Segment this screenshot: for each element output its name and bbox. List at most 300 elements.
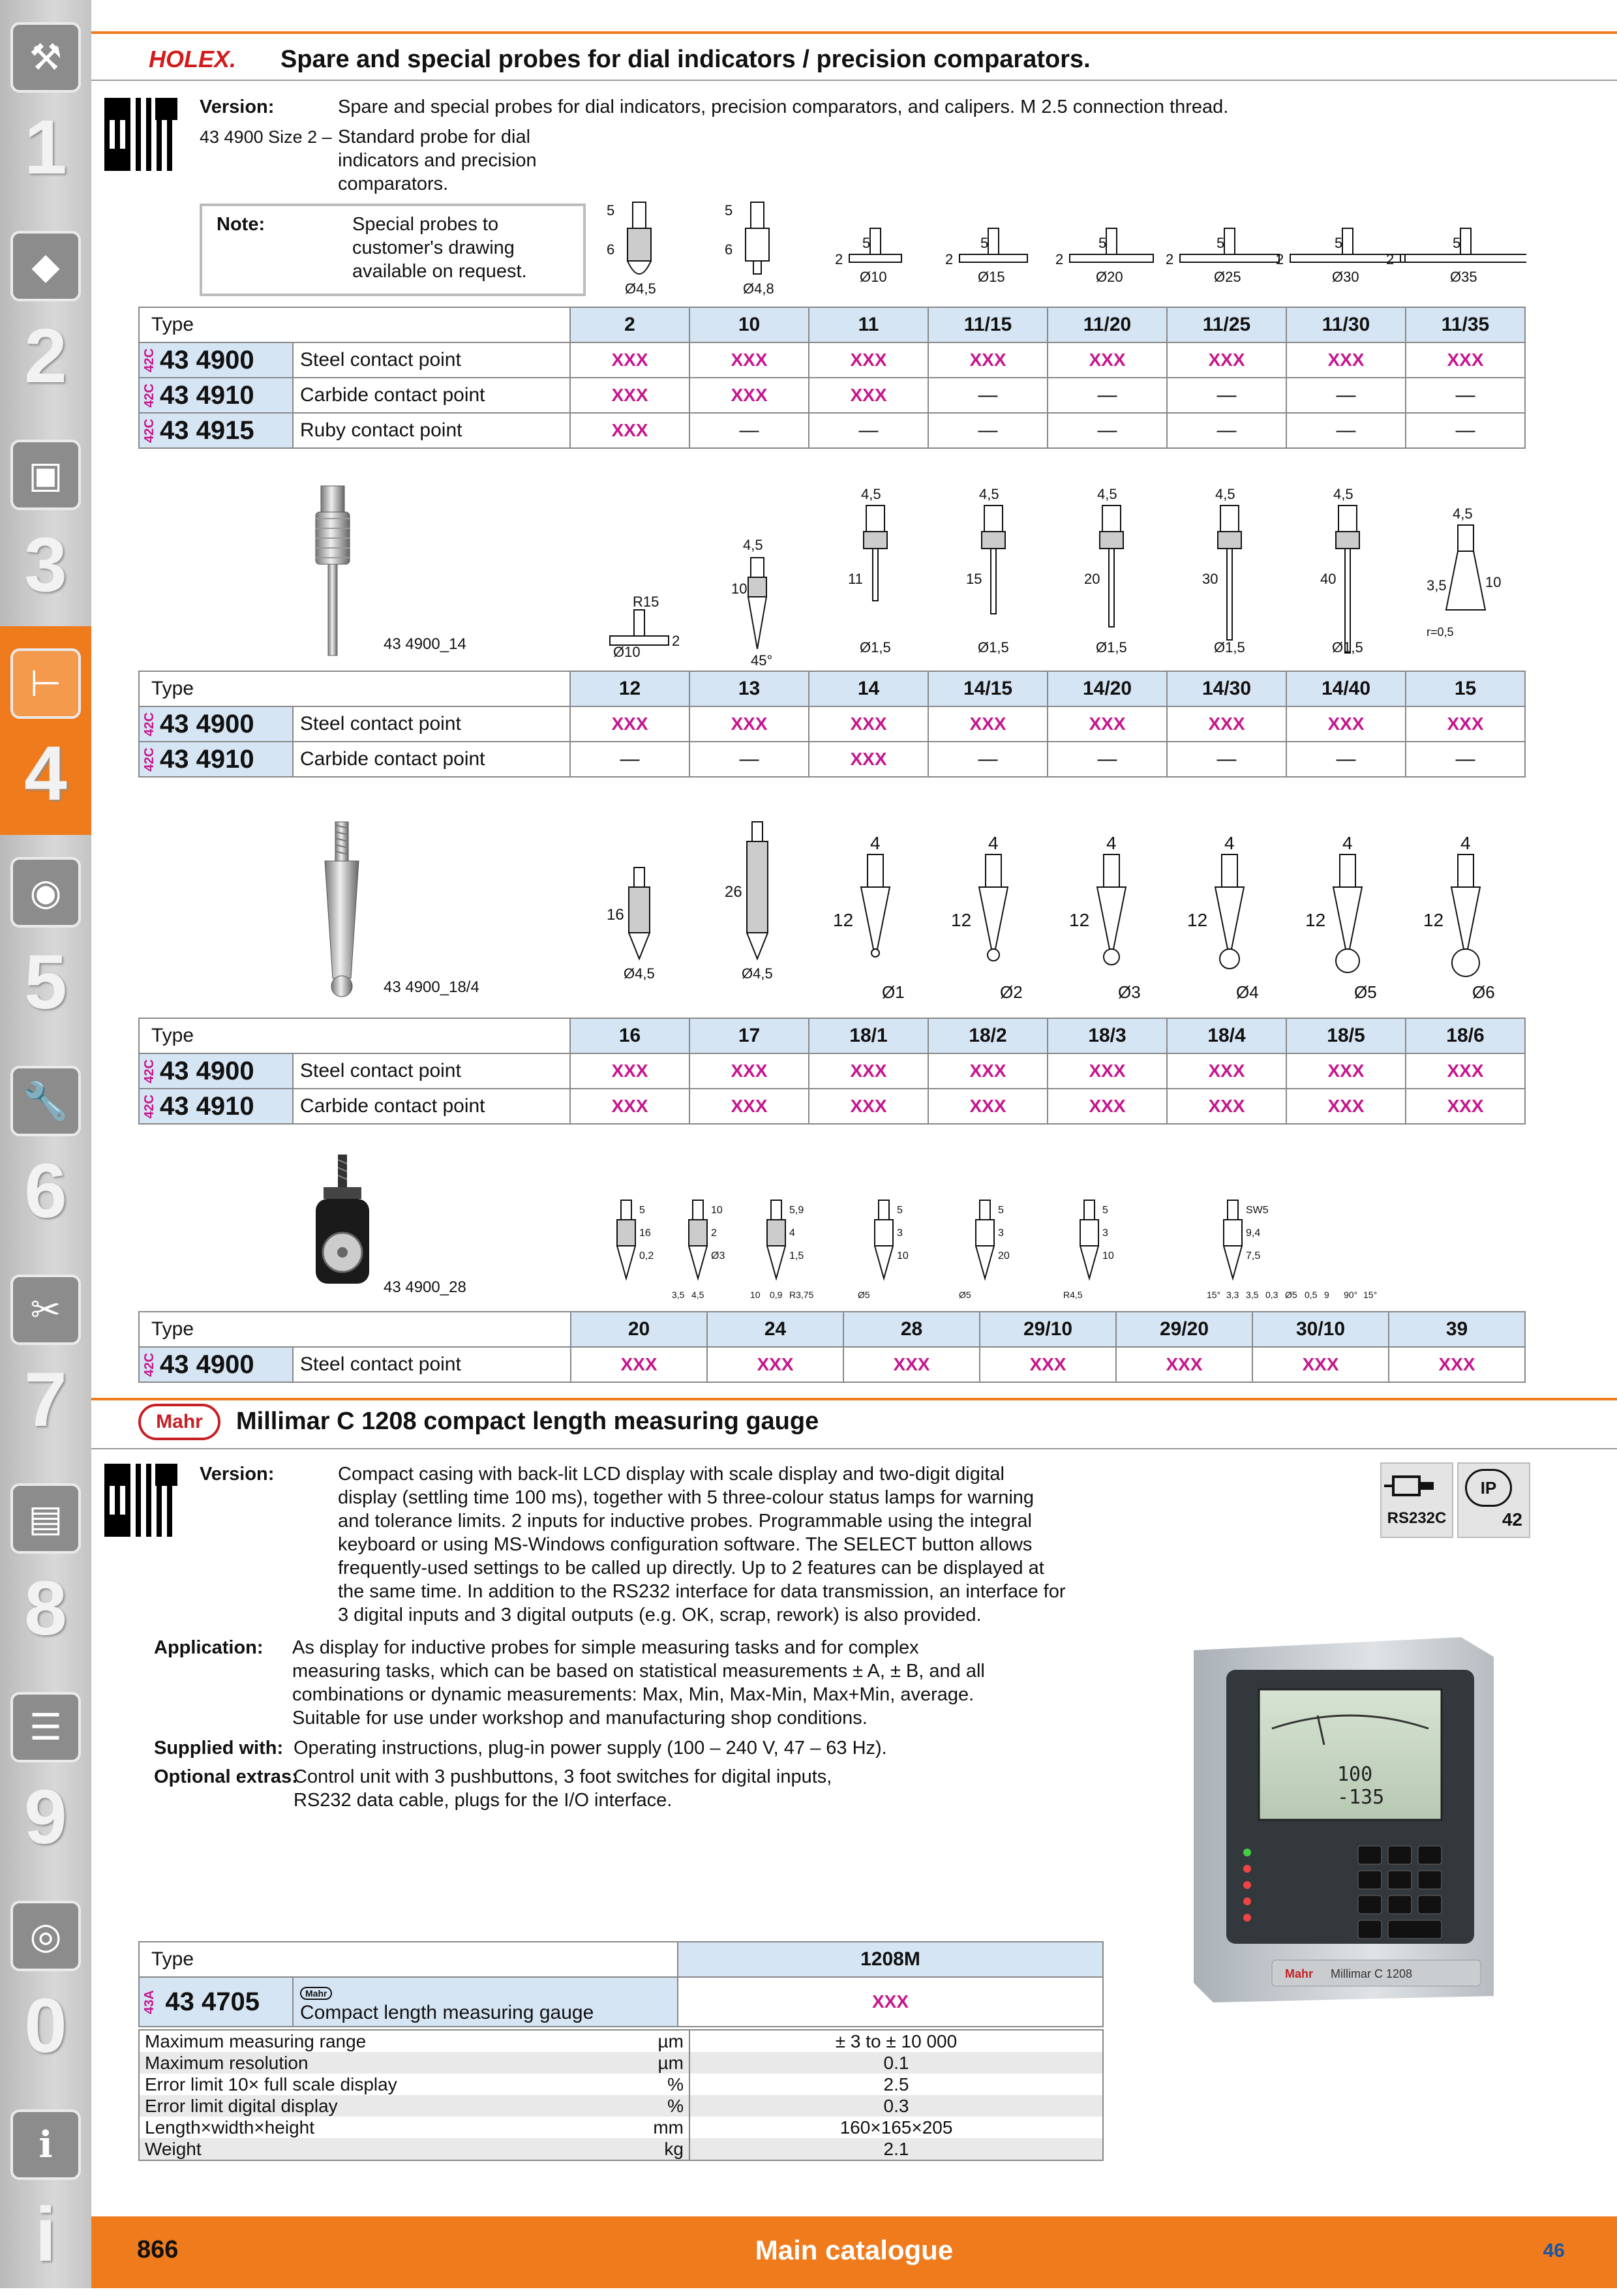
availability-value: XXX <box>1327 1061 1365 1081</box>
availability-cell <box>689 342 809 378</box>
width-label: 4,5 <box>1453 506 1473 522</box>
spec-value: ± 3 to ± 10 000 <box>689 2030 1103 2052</box>
availability-cell <box>928 706 1048 742</box>
probe-drawing-18/4 <box>1215 854 1244 969</box>
group-code: 42C <box>142 712 157 736</box>
availability-value: — <box>1336 384 1356 406</box>
availability-value: — <box>858 419 879 441</box>
availability-cell <box>1167 706 1286 742</box>
availability-value: — <box>1336 748 1356 770</box>
availability-cell <box>1048 706 1167 742</box>
cabinet-icon: ☰ <box>10 1692 81 1762</box>
diameter-label: Ø4,8 <box>743 280 774 297</box>
diameter-label: Ø25 <box>1214 269 1241 285</box>
type-column-header: 18/6 <box>1406 1018 1525 1053</box>
chapter-number: 4 <box>24 731 67 817</box>
dimension-label: 15° <box>1363 1290 1378 1300</box>
article-description: Steel contact point <box>293 1347 571 1382</box>
supplied-label: Supplied with: <box>154 1738 284 1759</box>
dimension-label: 3,5 <box>1246 1290 1259 1300</box>
table-row <box>139 706 1525 742</box>
availability-value: — <box>1455 748 1475 770</box>
probe-drawing-18/3 <box>1097 854 1126 965</box>
spec-label: Error limit 10× full scale display <box>145 2074 397 2094</box>
availability-value: XXX <box>1447 350 1484 370</box>
group-code: 43A <box>142 1989 157 2014</box>
dimension-label: 20 <box>998 1250 1010 1261</box>
probe-drawing-20 <box>617 1200 635 1278</box>
probe-drawing-11 <box>849 228 901 262</box>
version-label-2: Version: <box>200 1464 275 1485</box>
diameter-label: Ø10 <box>860 269 887 285</box>
group-code: 42C <box>142 418 157 443</box>
type-header-label: Type <box>139 307 570 342</box>
mahr-mini-logo: Mahr <box>300 1987 332 2000</box>
dimension-label: 10 <box>1102 1250 1114 1261</box>
availability-cell <box>843 1347 980 1382</box>
type-column-header: 11/30 <box>1286 307 1406 342</box>
availability-value: XXX <box>1029 1354 1066 1374</box>
header-rule <box>91 31 1617 34</box>
height-label: 5 <box>980 235 989 251</box>
availability-cell <box>809 1089 928 1124</box>
dimension-label: 5 <box>897 1205 903 1216</box>
height-label: 6 <box>607 241 615 258</box>
group-code: 42C <box>142 383 157 408</box>
section-rule <box>91 1398 1617 1400</box>
size-text-1: Standard probe for dial <box>338 127 531 147</box>
chapter-number: 3 <box>24 522 67 608</box>
dimension-label: 3 <box>897 1228 903 1239</box>
availability-cell <box>689 1089 809 1124</box>
chapter-number: 7 <box>24 1357 67 1443</box>
availability-cell <box>1406 342 1525 378</box>
availability-value: XXX <box>1327 350 1365 370</box>
availability-value: — <box>1455 419 1475 441</box>
probe-drawing-2 <box>627 202 651 274</box>
dimension-label: 0,5 <box>1305 1290 1318 1300</box>
availability-value: XXX <box>757 1354 794 1374</box>
table-row <box>139 1053 1525 1089</box>
article-cell <box>139 706 293 742</box>
probe-drawing-16 <box>629 868 650 959</box>
table-row <box>139 413 1525 448</box>
probe-drawing-13 <box>748 558 766 649</box>
type-column-header: 30/10 <box>1252 1312 1389 1347</box>
type-header-label: Type <box>139 1312 571 1347</box>
article-number: 43 4705 <box>165 1987 260 2016</box>
spec-row <box>139 2138 1103 2160</box>
availability-cell <box>809 378 928 413</box>
size-text-3: comparators. <box>338 174 449 194</box>
length-label: 12 <box>1187 910 1208 930</box>
availability-value: — <box>1217 748 1237 770</box>
height-label: 6 <box>725 241 733 258</box>
dimension-label: 2 <box>711 1228 717 1239</box>
footer-right-number: 46 <box>1543 2240 1565 2261</box>
type-column-header: 24 <box>707 1312 843 1347</box>
height-label: 5 <box>1098 235 1107 251</box>
width-label: 4 <box>1224 833 1235 853</box>
height-label: 2 <box>945 251 954 267</box>
availability-value: XXX <box>969 1096 1006 1116</box>
type-column-header: 11/20 <box>1048 307 1167 342</box>
diameter-label: Ø1,5 <box>978 639 1009 656</box>
dimension-label: 3 <box>1102 1228 1108 1239</box>
availability-cell <box>570 1089 689 1124</box>
width-label: 4,5 <box>979 486 999 502</box>
article-cell <box>139 413 293 448</box>
type-header-label: Type <box>139 1018 570 1053</box>
dimension-label: 15° <box>1207 1290 1221 1300</box>
clamp-icon: ▣ <box>10 440 81 510</box>
availability-cell <box>689 1053 809 1089</box>
height-label: 5 <box>1217 235 1225 251</box>
article-number: 43 4910 <box>160 744 254 774</box>
availability-cell <box>1048 1089 1167 1124</box>
height-label: 2 <box>1166 251 1174 267</box>
radius-label: r=0,5 <box>1427 626 1454 639</box>
width-label: 4 <box>988 833 999 853</box>
width-label: 4 <box>1106 833 1117 853</box>
availability-cell <box>928 742 1048 777</box>
type-column-header: 18/5 <box>1286 1018 1406 1053</box>
diameter-label: Ø10 <box>613 644 641 660</box>
group-code: 42C <box>142 747 157 772</box>
desc-cell <box>293 1977 678 2027</box>
application-label: Application: <box>154 1637 264 1658</box>
availability-value: — <box>739 748 759 770</box>
availability-cell <box>1406 706 1525 742</box>
probe-drawing-18/2 <box>979 854 1008 961</box>
width-label: 4,5 <box>861 486 881 502</box>
application-line: measuring tasks, which can be based on statistical measurements ± A, ± B, and all <box>292 1661 985 1682</box>
article-cell <box>139 342 293 378</box>
type-column-header: 14/20 <box>1048 671 1167 706</box>
spec-row <box>139 2030 1103 2052</box>
application-line: As display for inductive probes for simple measuring tasks and for complex <box>292 1637 919 1658</box>
availability-value: — <box>739 419 759 441</box>
width-label: 4,5 <box>1333 486 1353 502</box>
availability-value: XXX <box>1208 714 1245 734</box>
note-text-1: Special probes to <box>352 214 499 235</box>
diameter-label: Ø30 <box>1332 269 1359 285</box>
type-column-header: 28 <box>843 1312 980 1347</box>
availability-value: XXX <box>611 385 648 405</box>
spec-row <box>139 2117 1103 2138</box>
probe-drawing-14/30 <box>1218 506 1241 640</box>
diameter-label: Ø6 <box>1472 982 1495 1002</box>
chapter-tab-3[interactable] <box>0 417 91 626</box>
width-label: 4,5 <box>1097 486 1117 502</box>
dimension-label: 10 <box>711 1205 723 1216</box>
availability-cell <box>1389 1347 1525 1382</box>
table-row <box>139 1347 1525 1382</box>
product-description: Compact length measuring gauge <box>300 2002 594 2023</box>
footer-catalogue-title: Main catalogue <box>755 2235 954 2265</box>
dimension-label: 10 <box>750 1290 761 1300</box>
article-number: 43 4900 <box>160 1056 254 1085</box>
length-label: 40 <box>1320 571 1337 587</box>
chapter-tab-0[interactable] <box>0 1879 91 2087</box>
spec-value: 2.5 <box>689 2074 1103 2095</box>
diameter-label: Ø5 <box>1354 982 1377 1002</box>
chapter-tab-7[interactable] <box>0 1252 91 1461</box>
holex-logo: HOLEX. <box>149 46 237 72</box>
device-name-label: Millimar C 1208 <box>1331 1967 1413 1980</box>
availability-cell <box>1406 742 1525 777</box>
availability-value: — <box>1336 419 1356 441</box>
type-header-label: Type <box>139 671 570 706</box>
dimension-label: 9,4 <box>1246 1228 1261 1239</box>
type-column-header: 16 <box>570 1018 689 1053</box>
probe-drawing-39 <box>1224 1200 1242 1278</box>
article-number: 43 4900 <box>160 1350 254 1379</box>
spec-unit: % <box>620 2095 689 2117</box>
qr-code-icon <box>104 98 177 171</box>
rs232-label: RS232C <box>1387 1509 1447 1527</box>
availability-value: XXX <box>1089 1096 1126 1116</box>
type-column-header: 20 <box>571 1312 707 1347</box>
availability-value: — <box>620 748 640 770</box>
angle-label: 45° <box>751 652 773 669</box>
table-row <box>139 742 1525 777</box>
diameter-label: Ø1,5 <box>1332 639 1363 656</box>
probe-drawing-28 <box>767 1200 785 1278</box>
length-label: 12 <box>1305 910 1326 930</box>
chapter-tab-4[interactable] <box>0 626 91 835</box>
probe-drawing-12 <box>610 610 669 645</box>
note-label: Note: <box>217 214 265 235</box>
height-label: 5 <box>607 202 615 219</box>
probe-table-4 <box>138 1311 1526 1383</box>
availability-value: XXX <box>611 1096 648 1116</box>
dimension-label: 16 <box>639 1228 651 1239</box>
availability-cell <box>1167 1053 1286 1089</box>
version-line: display (settling time 100 ms), together with 5 three-colour status lamps for warning <box>338 1487 1035 1508</box>
dimension-label: Ø3 <box>711 1250 725 1261</box>
diameter-label: Ø1 <box>882 982 905 1002</box>
type-column-header: 2 <box>570 307 689 342</box>
type-header-label: Type <box>139 1942 678 1977</box>
probe-drawings-row-4 <box>581 1168 1526 1308</box>
width-label: 4,5 <box>1215 486 1235 502</box>
radius-label: R15 <box>633 594 659 610</box>
availability-value: XXX <box>850 1096 887 1116</box>
wrench-icon: 🔧 <box>10 1066 81 1136</box>
article-number: 43 4910 <box>160 1091 254 1121</box>
availability-cell <box>809 342 928 378</box>
availability-cell <box>1116 1347 1252 1382</box>
version-line: keyboard or using MS-Windows configuration software. The SELECT button allows <box>338 1534 1033 1555</box>
spec-label: Weight <box>139 2138 620 2160</box>
pliers-icon: ✂ <box>10 1275 81 1345</box>
application-line: combinations or dynamic measurements: Max, Min, Max-Min, Max+Min, average. <box>292 1684 975 1705</box>
article-description: Carbide contact point <box>293 1089 570 1124</box>
type-column-header: 18/1 <box>809 1018 928 1053</box>
spec-row <box>139 2095 1103 2117</box>
height-label: 2 <box>1386 251 1395 267</box>
chapter-number: 9 <box>24 1774 67 1860</box>
spec-value: 0.1 <box>689 2052 1103 2074</box>
availability-value: — <box>1217 384 1237 406</box>
availability-cell <box>689 742 809 777</box>
availability-value: XXX <box>731 385 768 405</box>
probe-table-1 <box>138 307 1526 449</box>
width-label: 4 <box>1460 833 1471 853</box>
availability-cell <box>1167 1089 1286 1124</box>
chapter-tab-1[interactable] <box>0 0 91 209</box>
group-code: 42C <box>142 1352 157 1377</box>
type-column-header: 29/20 <box>1116 1312 1252 1347</box>
availability-cell <box>1406 1053 1525 1089</box>
availability-value: — <box>1097 384 1117 406</box>
article-description: Ruby contact point <box>293 413 570 448</box>
availability-value: XXX <box>1447 1061 1484 1081</box>
article-cell-434705 <box>139 1977 293 2027</box>
type-1208m: 1208M <box>678 1942 1103 1977</box>
availability-value: — <box>978 748 998 770</box>
spec-label: Maximum measuring range <box>145 2031 367 2051</box>
optional-text-1: Control unit with 3 pushbuttons, 3 foot switches for digital inputs, <box>294 1766 832 1787</box>
dimension-label: 4,5 <box>691 1290 704 1300</box>
availability-value: XXX <box>1447 714 1484 734</box>
availability-value: XXX <box>1166 1354 1203 1374</box>
probe-drawing-14/40 <box>1336 506 1359 653</box>
availability-cell <box>1286 742 1406 777</box>
chapter-tab-6[interactable] <box>0 1044 91 1252</box>
availability-value: XXX <box>731 714 768 734</box>
group-code: 42C <box>142 348 157 372</box>
height-label: 5 <box>725 202 733 219</box>
probe-drawing-11/35 <box>1400 228 1526 262</box>
availability-value: — <box>1217 419 1237 441</box>
availability-cell <box>1406 378 1525 413</box>
type-column-header: 11/15 <box>928 307 1048 342</box>
height-label: 2 <box>1276 251 1284 267</box>
type-column-header: 11/25 <box>1167 307 1286 342</box>
chapter-tab-i[interactable] <box>0 2087 91 2296</box>
article-description: Carbide contact point <box>293 378 570 413</box>
chapter-number: 8 <box>24 1565 67 1652</box>
availability-cell <box>1048 1053 1167 1089</box>
availability-cell <box>1167 742 1286 777</box>
spec-row <box>139 2074 1103 2095</box>
availability-cell <box>570 378 689 413</box>
diameter-label: Ø1,5 <box>1214 639 1245 656</box>
availability-cell <box>689 706 809 742</box>
availability-cell <box>980 1347 1116 1382</box>
height-label: 2 <box>835 251 843 267</box>
spec-value: 0.3 <box>689 2095 1103 2117</box>
length-label: 12 <box>1069 910 1090 930</box>
section-title-millimar: Millimar C 1208 compact length measuring gauge <box>236 1408 819 1435</box>
article-description: Carbide contact point <box>293 742 570 777</box>
availability-value: XXX <box>1327 714 1365 734</box>
dimension-label: 5,9 <box>789 1205 804 1216</box>
table-row <box>139 342 1525 378</box>
availability-cell <box>928 1053 1048 1089</box>
availability-value: — <box>978 384 998 406</box>
probe-drawings-row-3 <box>581 809 1526 1018</box>
dimension-label: 3 <box>998 1228 1004 1239</box>
chapter-tab-2[interactable] <box>0 209 91 417</box>
article-cell <box>139 1089 293 1124</box>
group-code: 42C <box>142 1094 157 1119</box>
availability-value: XXX <box>850 1061 887 1081</box>
type-column-header: 17 <box>689 1018 809 1053</box>
note-box <box>200 204 586 296</box>
dimension-label: Ø5 <box>959 1290 971 1300</box>
version-description <box>338 1462 1153 1627</box>
spec-unit: % <box>667 2074 684 2094</box>
footer-bar <box>91 2216 1617 2288</box>
millimar-order-table <box>138 1941 1104 2027</box>
diameter-label: Ø15 <box>978 269 1005 285</box>
probe-drawing-14/20 <box>1100 506 1123 627</box>
probe-drawing-11/20 <box>1070 228 1153 262</box>
availability-value: XXX <box>731 350 768 370</box>
diameter-label: Ø4 <box>1236 982 1259 1002</box>
version-text: Spare and special probes for dial indicators, precision comparators, and calipers. M 2.5 connection thread. <box>338 97 1229 117</box>
type-column-header: 13 <box>689 671 809 706</box>
availability-cell <box>570 706 689 742</box>
ip-badge <box>1457 1462 1530 1538</box>
info-icon: ℹ <box>10 2109 81 2180</box>
version-label: Version: <box>200 97 275 117</box>
availability-cell <box>1286 706 1406 742</box>
diameter-label: Ø35 <box>1450 269 1477 285</box>
dimension-label: 10 <box>897 1250 909 1261</box>
probe-drawing-18/1 <box>861 854 890 957</box>
availability-value: XXX <box>969 1061 1006 1081</box>
device-lcd-value-1: 100 <box>1337 1763 1373 1786</box>
type-column-header: 29/10 <box>980 1312 1116 1347</box>
availability-cell <box>689 413 809 448</box>
dimension-label: 7,5 <box>1246 1250 1261 1261</box>
height-label: 2 <box>672 633 680 649</box>
availability-cell <box>1286 1053 1406 1089</box>
length-label: 15 <box>966 571 982 587</box>
availability-cell <box>1167 342 1286 378</box>
availability-cell <box>928 1089 1048 1124</box>
height-label: 10 <box>731 581 748 597</box>
type-column-header: 12 <box>570 671 689 706</box>
probe-drawing-10 <box>746 202 769 274</box>
availability-value: XXX <box>1302 1354 1339 1374</box>
photo-caption-28: 43 4900_28 <box>384 1278 466 1296</box>
availability-cell <box>1048 742 1167 777</box>
length-label: 12 <box>833 910 854 930</box>
spec-label: Error limit digital display <box>139 2095 620 2117</box>
availability-cell <box>1286 413 1406 448</box>
dimension-label: 0,2 <box>639 1250 654 1261</box>
type-column-header: 15 <box>1406 671 1525 706</box>
chapter-tab-9[interactable] <box>0 1670 91 1879</box>
availability-value: — <box>1455 384 1475 406</box>
availability-cell <box>928 342 1048 378</box>
diameter-label: Ø4,5 <box>625 280 656 297</box>
chapter-tab-8[interactable] <box>0 1461 91 1670</box>
optional-label: Optional extras: <box>154 1766 298 1787</box>
probe-photo-28 <box>307 1155 378 1298</box>
chapter-tab-5[interactable] <box>0 835 91 1044</box>
diameter-label: Ø4,5 <box>624 965 655 982</box>
article-number: 43 4900 <box>160 345 254 374</box>
availability-cell <box>571 1347 707 1382</box>
chapter-number: i <box>35 2192 57 2278</box>
drill-icon: ⚒ <box>10 22 81 93</box>
